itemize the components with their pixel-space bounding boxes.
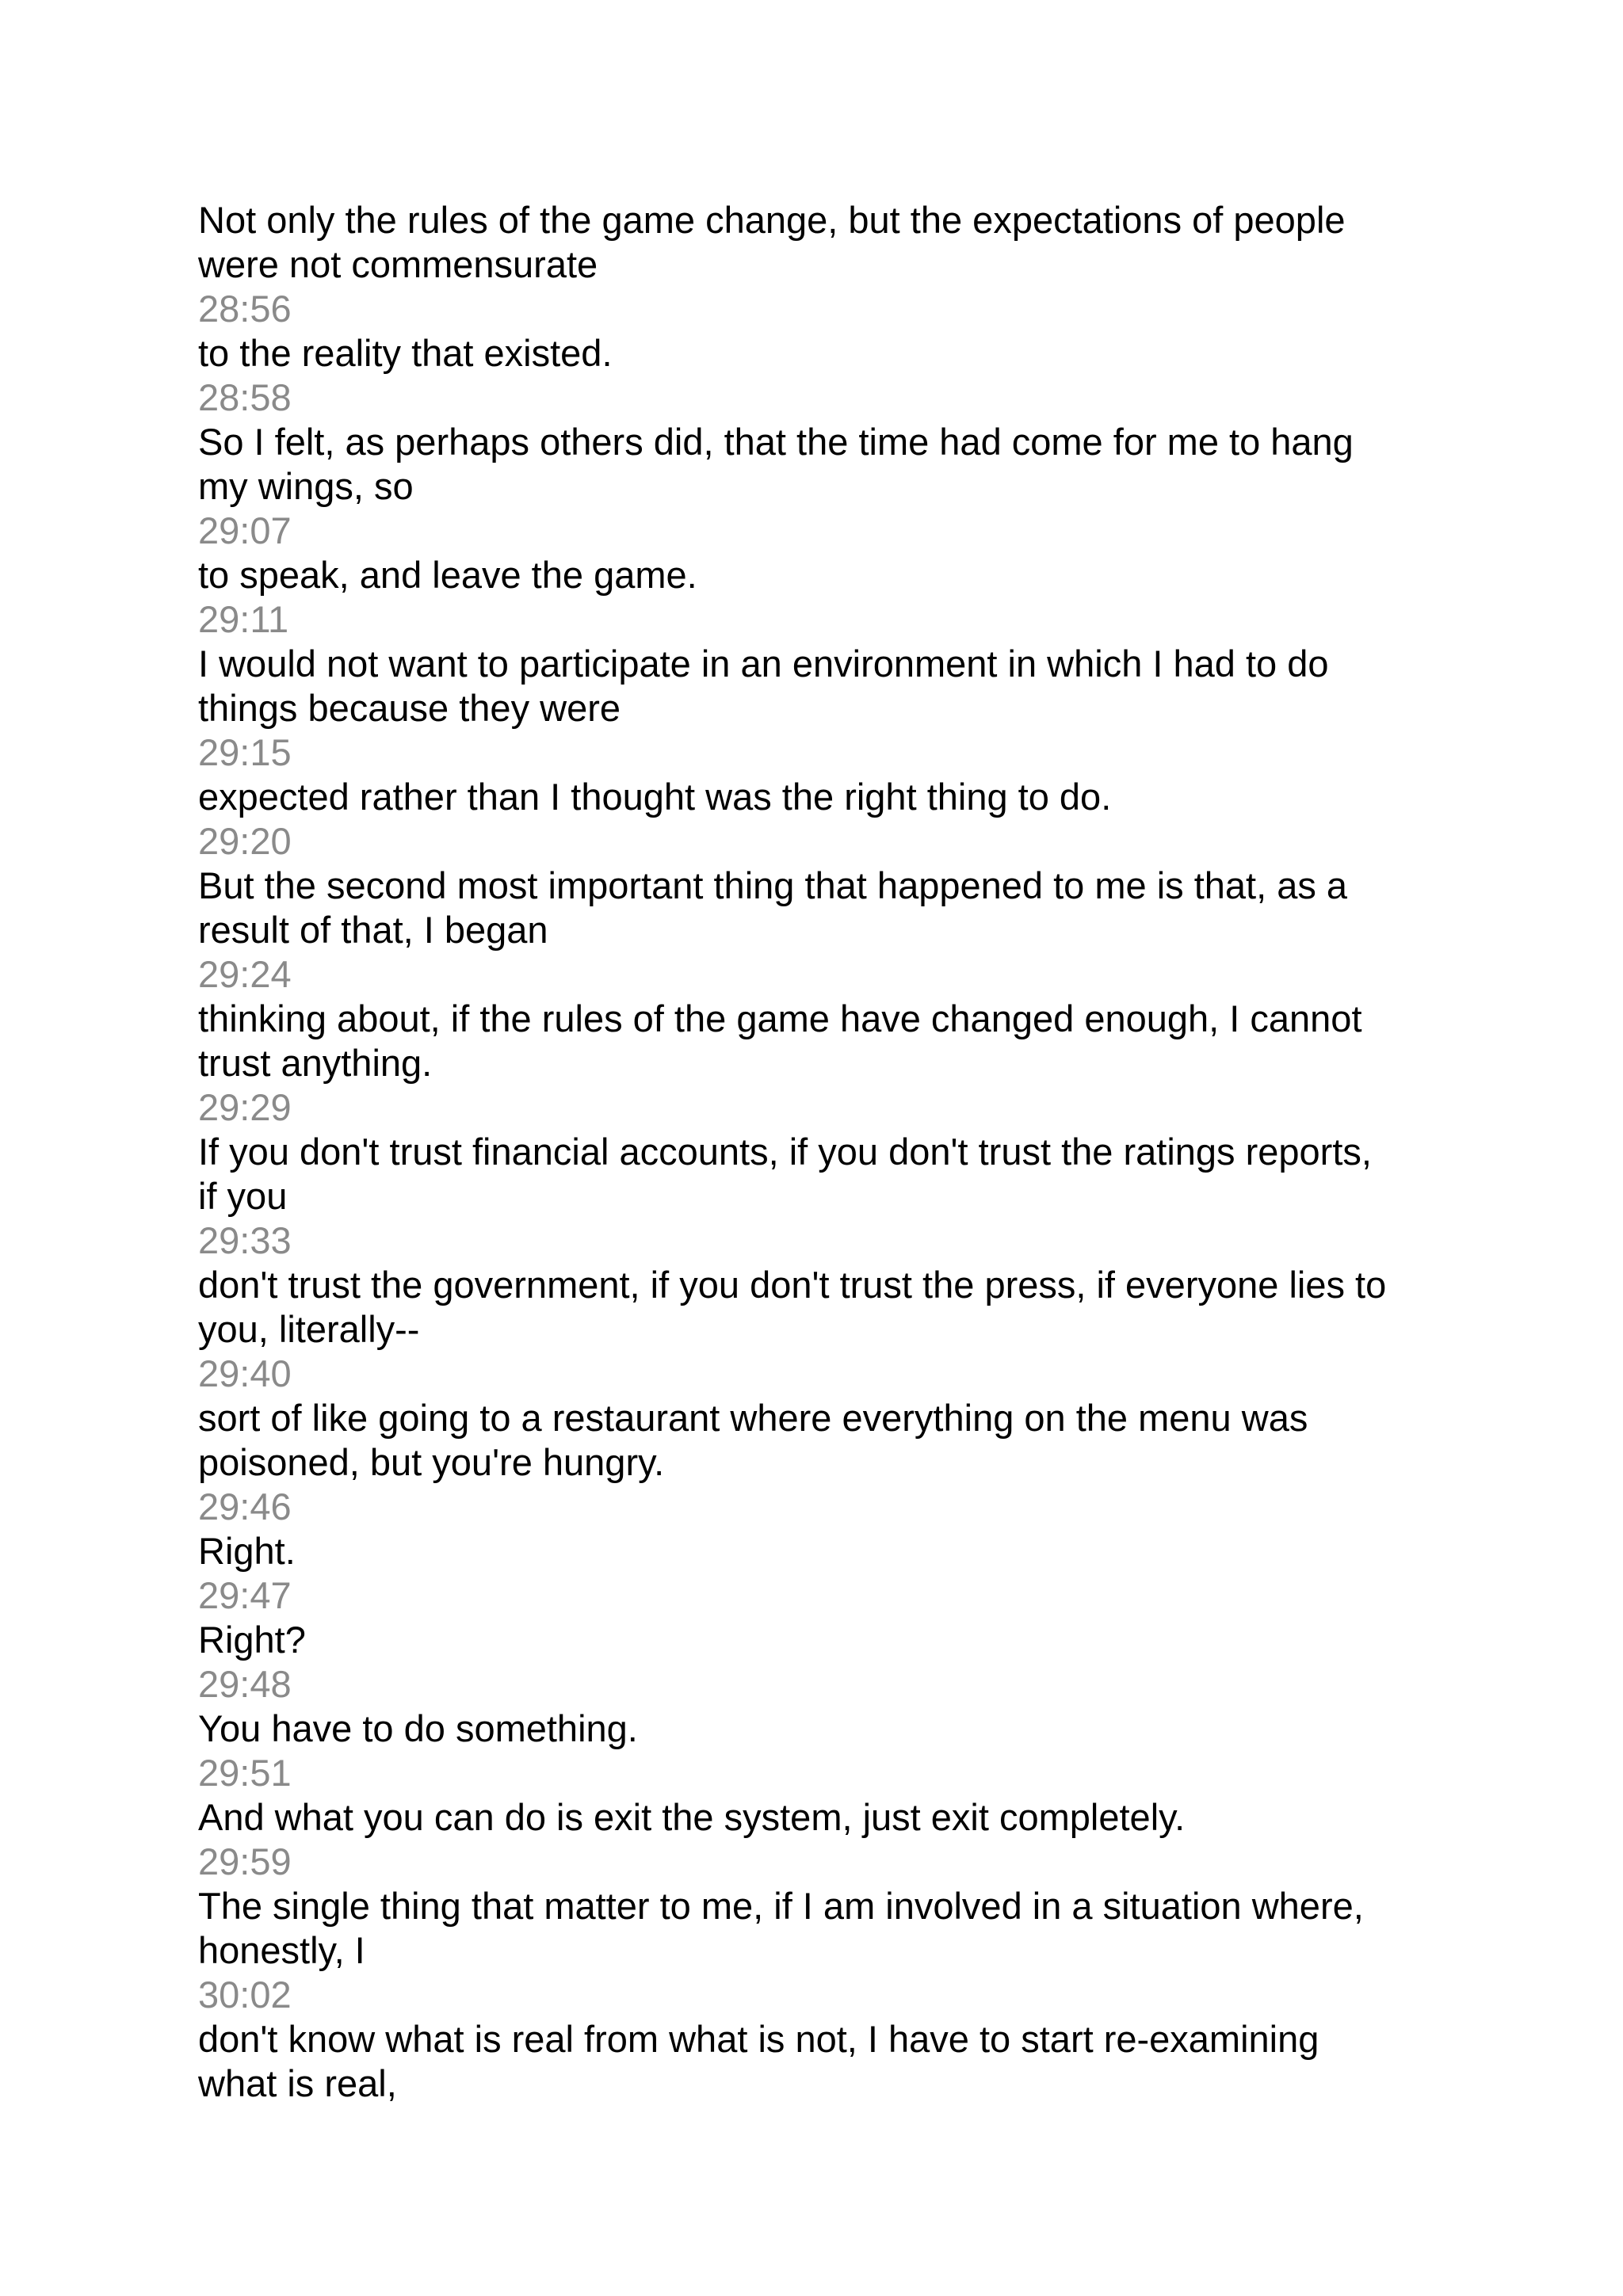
transcript-line: trust anything. <box>198 1042 433 1084</box>
transcript-line: were not commensurate <box>198 243 598 285</box>
transcript-line: I would not want to participate in an environment in which I had to do <box>198 643 1329 685</box>
timestamp: 28:56 <box>198 288 292 330</box>
transcript-line: thinking about, if the rules of the game have changed enough, I cannot <box>198 997 1362 1039</box>
transcript-line: if you <box>198 1175 288 1217</box>
timestamp: 30:02 <box>198 1974 292 2016</box>
transcript-line: to speak, and leave the game. <box>198 554 697 596</box>
timestamp: 29:20 <box>198 820 292 862</box>
timestamp: 29:47 <box>198 1574 292 1616</box>
transcript-line: result of that, I began <box>198 909 548 951</box>
transcript-line: But the second most important thing that happened to me is that, as a <box>198 864 1348 906</box>
transcript-line: don't trust the government, if you don't trust the press, if everyone lies to <box>198 1264 1387 1306</box>
timestamp: 29:46 <box>198 1486 292 1527</box>
timestamp: 29:11 <box>198 598 289 640</box>
transcript-line: If you don't trust financial accounts, if you don't trust the ratings reports, <box>198 1131 1372 1173</box>
transcript-line: So I felt, as perhaps others did, that the time had come for me to hang <box>198 421 1354 463</box>
transcript-line: And what you can do is exit the system, just exit completely. <box>198 1796 1186 1838</box>
timestamp: 29:07 <box>198 509 292 551</box>
transcript-line: honestly, I <box>198 1929 365 1971</box>
transcript-line: expected rather than I thought was the right thing to do. <box>198 776 1112 818</box>
timestamp: 29:24 <box>198 953 292 995</box>
transcript-line: what is real, <box>198 2062 397 2104</box>
timestamp: 29:15 <box>198 731 292 773</box>
transcript-body <box>198 198 1466 2106</box>
timestamp: 29:48 <box>198 1663 292 1705</box>
transcript-line: things because they were <box>198 687 621 729</box>
transcript-line: to the reality that existed. <box>198 332 613 374</box>
transcript-line: poisoned, but you're hungry. <box>198 1441 665 1483</box>
transcript-line: you, literally-- <box>198 1308 420 1350</box>
timestamp: 29:40 <box>198 1352 292 1394</box>
transcript-line: Right. <box>198 1530 296 1572</box>
transcript-line: The single thing that matter to me, if I am involved in a situation where, <box>198 1885 1364 1927</box>
transcript-page <box>198 198 1466 2106</box>
transcript-line: my wings, so <box>198 465 414 507</box>
timestamp: 28:58 <box>198 376 292 418</box>
transcript-line: sort of like going to a restaurant where everything on the menu was <box>198 1397 1308 1439</box>
timestamp: 29:51 <box>198 1752 292 1794</box>
transcript-line: Not only the rules of the game change, but the expectations of people <box>198 199 1346 241</box>
transcript-line: You have to do something. <box>198 1707 638 1749</box>
timestamp: 29:33 <box>198 1219 292 1261</box>
timestamp: 29:59 <box>198 1840 292 1882</box>
transcript-line: Right? <box>198 1619 306 1661</box>
timestamp: 29:29 <box>198 1086 292 1128</box>
transcript-line: don't know what is real from what is not, I have to start re-examining <box>198 2018 1319 2060</box>
